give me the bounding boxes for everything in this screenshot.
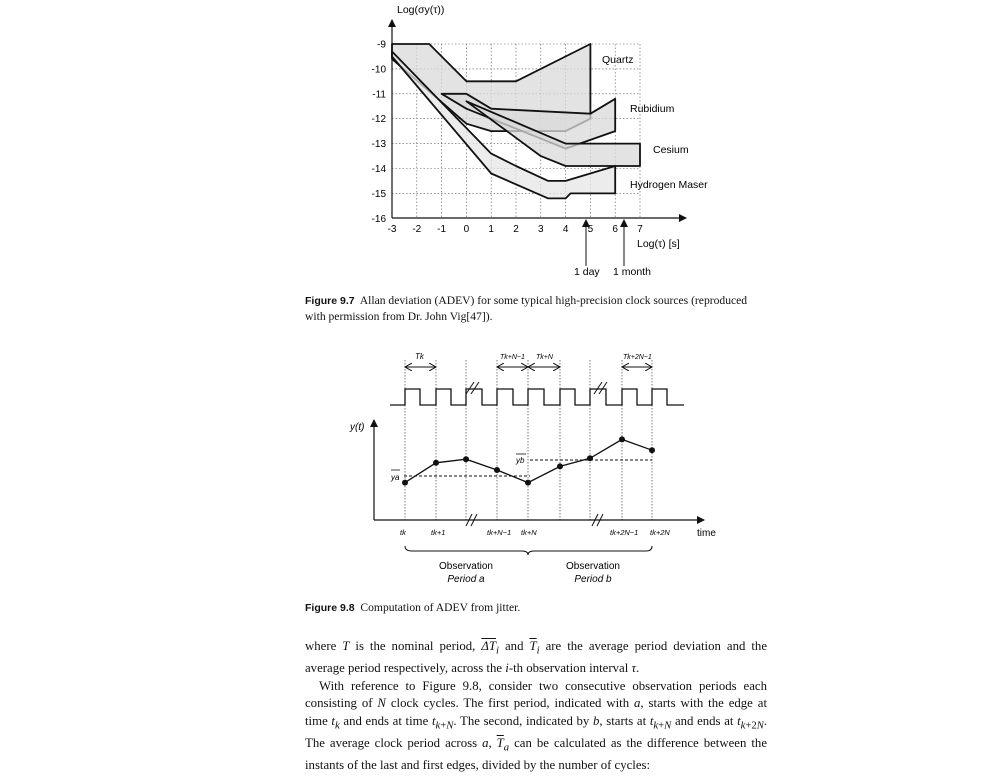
x-tick-label: 5 [587,224,594,235]
series-label-quartz: Quartz [602,54,634,66]
jitter-point [463,456,469,462]
jitter-point [587,455,593,461]
adev-y-label: Log(σy(τ)) [397,4,445,16]
period-label-tk2n1: Tk+2N−1 [623,354,652,361]
period-annotations [405,352,652,367]
figure-9-8-caption [305,600,765,616]
series-label-hydrogen-maser: Hydrogen Maser [630,179,708,191]
observation-braces [405,546,652,585]
x-tick-label: -3 [387,224,397,235]
adev-x-label: Log(τ) [s] [637,238,680,250]
y-tick-label: -14 [371,164,386,175]
adev-chart [372,4,709,278]
obs-b-line2: Period b [574,574,612,585]
jitter-point [494,467,500,473]
mean-label-ya: ya [391,473,400,482]
y-tick-label: -16 [371,213,386,225]
yt-label: y(t) [350,422,365,433]
y-tick-label: -9 [377,39,386,51]
jitter-line [405,439,652,482]
y-tick-label: -11 [372,89,386,101]
figure-9-8-caption-text: Computation of ADEV from jitter. [360,601,521,614]
mean-lines [390,454,652,482]
series-label-rubidium: Rubidium [630,103,675,115]
clock-waveform [390,389,684,405]
x-tick-label: 7 [637,224,643,235]
jitter-point [402,480,408,486]
x-tick-label: 3 [538,224,544,235]
x-tick-label: -2 [412,224,422,235]
time-label: time [697,528,716,539]
waveform-breaks [466,382,607,394]
series-label-cesium: Cesium [653,144,689,156]
figure-9-7-caption-text: Allan deviation (ADEV) for some typical high-precision clock sources (reproduced with permission from Dr. John Vig[47]). [305,294,748,323]
y-tick-label: -13 [371,139,386,151]
jitter-point [557,463,563,469]
time-tick-labels [400,528,670,537]
time-label-tk: tk [400,528,406,537]
x-tick-label: 0 [463,224,470,235]
obs-a-line2: Period a [447,574,485,585]
figure-9-7-caption [305,293,765,324]
time-label-tkn1: tk+N−1 [487,528,512,537]
period-label-tkn: Tk+N [536,354,553,361]
time-label-tk2n: tk+2N [650,528,670,537]
jitter-points [402,436,655,485]
y-tick-label: -15 [371,188,386,200]
adev-bands [392,44,640,198]
x-tick-label: 6 [612,224,618,235]
time-label-tk1: tk+1 [431,528,446,537]
mean-label-yb: yb [516,456,525,465]
jitter-point [433,460,439,466]
y-tick-label: -12 [371,114,386,126]
x-tick-label: 4 [562,224,569,235]
x-tick-label: 2 [513,224,519,235]
period-label-tk: Tk [415,352,424,361]
paragraph-2: With reference to Figure 9.8, consider two consecutive observation periods each consisting of N clock cycles. The first period, indicated with a, starts with the edge at time $t_k$ and ends at time $t_{k+N}$. The second, indicated by b, starts at $t_{k+N}$ and ends at $t_{k+2N}$. The average clock period across a, $\overline{T}_a$ can be calculated as the difference between the instants of the last and first edges, divided by the number of cycles: [305,678,768,772]
jitter-point [649,447,655,453]
jitter-point [525,480,531,486]
figure-9-8-caption-label: Figure 9.8 [305,602,355,614]
y-tick-label: -10 [371,64,386,76]
period-label-tkn1: Tk+N−1 [500,354,525,361]
body-text [305,638,767,774]
marker-label-1-month: 1 month [613,266,651,278]
jitter-diagram [349,352,716,585]
x-tick-label: 1 [488,224,494,235]
obs-a-line1: Observation [439,561,493,572]
time-label-tkn: tk+N [521,528,537,537]
time-label-tk2n1: tk+2N−1 [610,528,639,537]
edge-guide-lines [405,360,652,520]
x-tick-label: -1 [437,224,447,235]
paragraph-1: where T is the nominal period, $\overline{\Delta T}_i$ and $\overline{T}_i$ are the average period deviation and the average period respectively, across the i-th observation interval τ. [305,639,768,676]
adev-series-labels [602,54,708,191]
jitter-point [619,436,625,442]
figure-9-7-caption-label: Figure 9.7 [305,295,355,307]
marker-label-1-day: 1 day [574,266,600,278]
obs-b-line1: Observation [566,561,620,572]
